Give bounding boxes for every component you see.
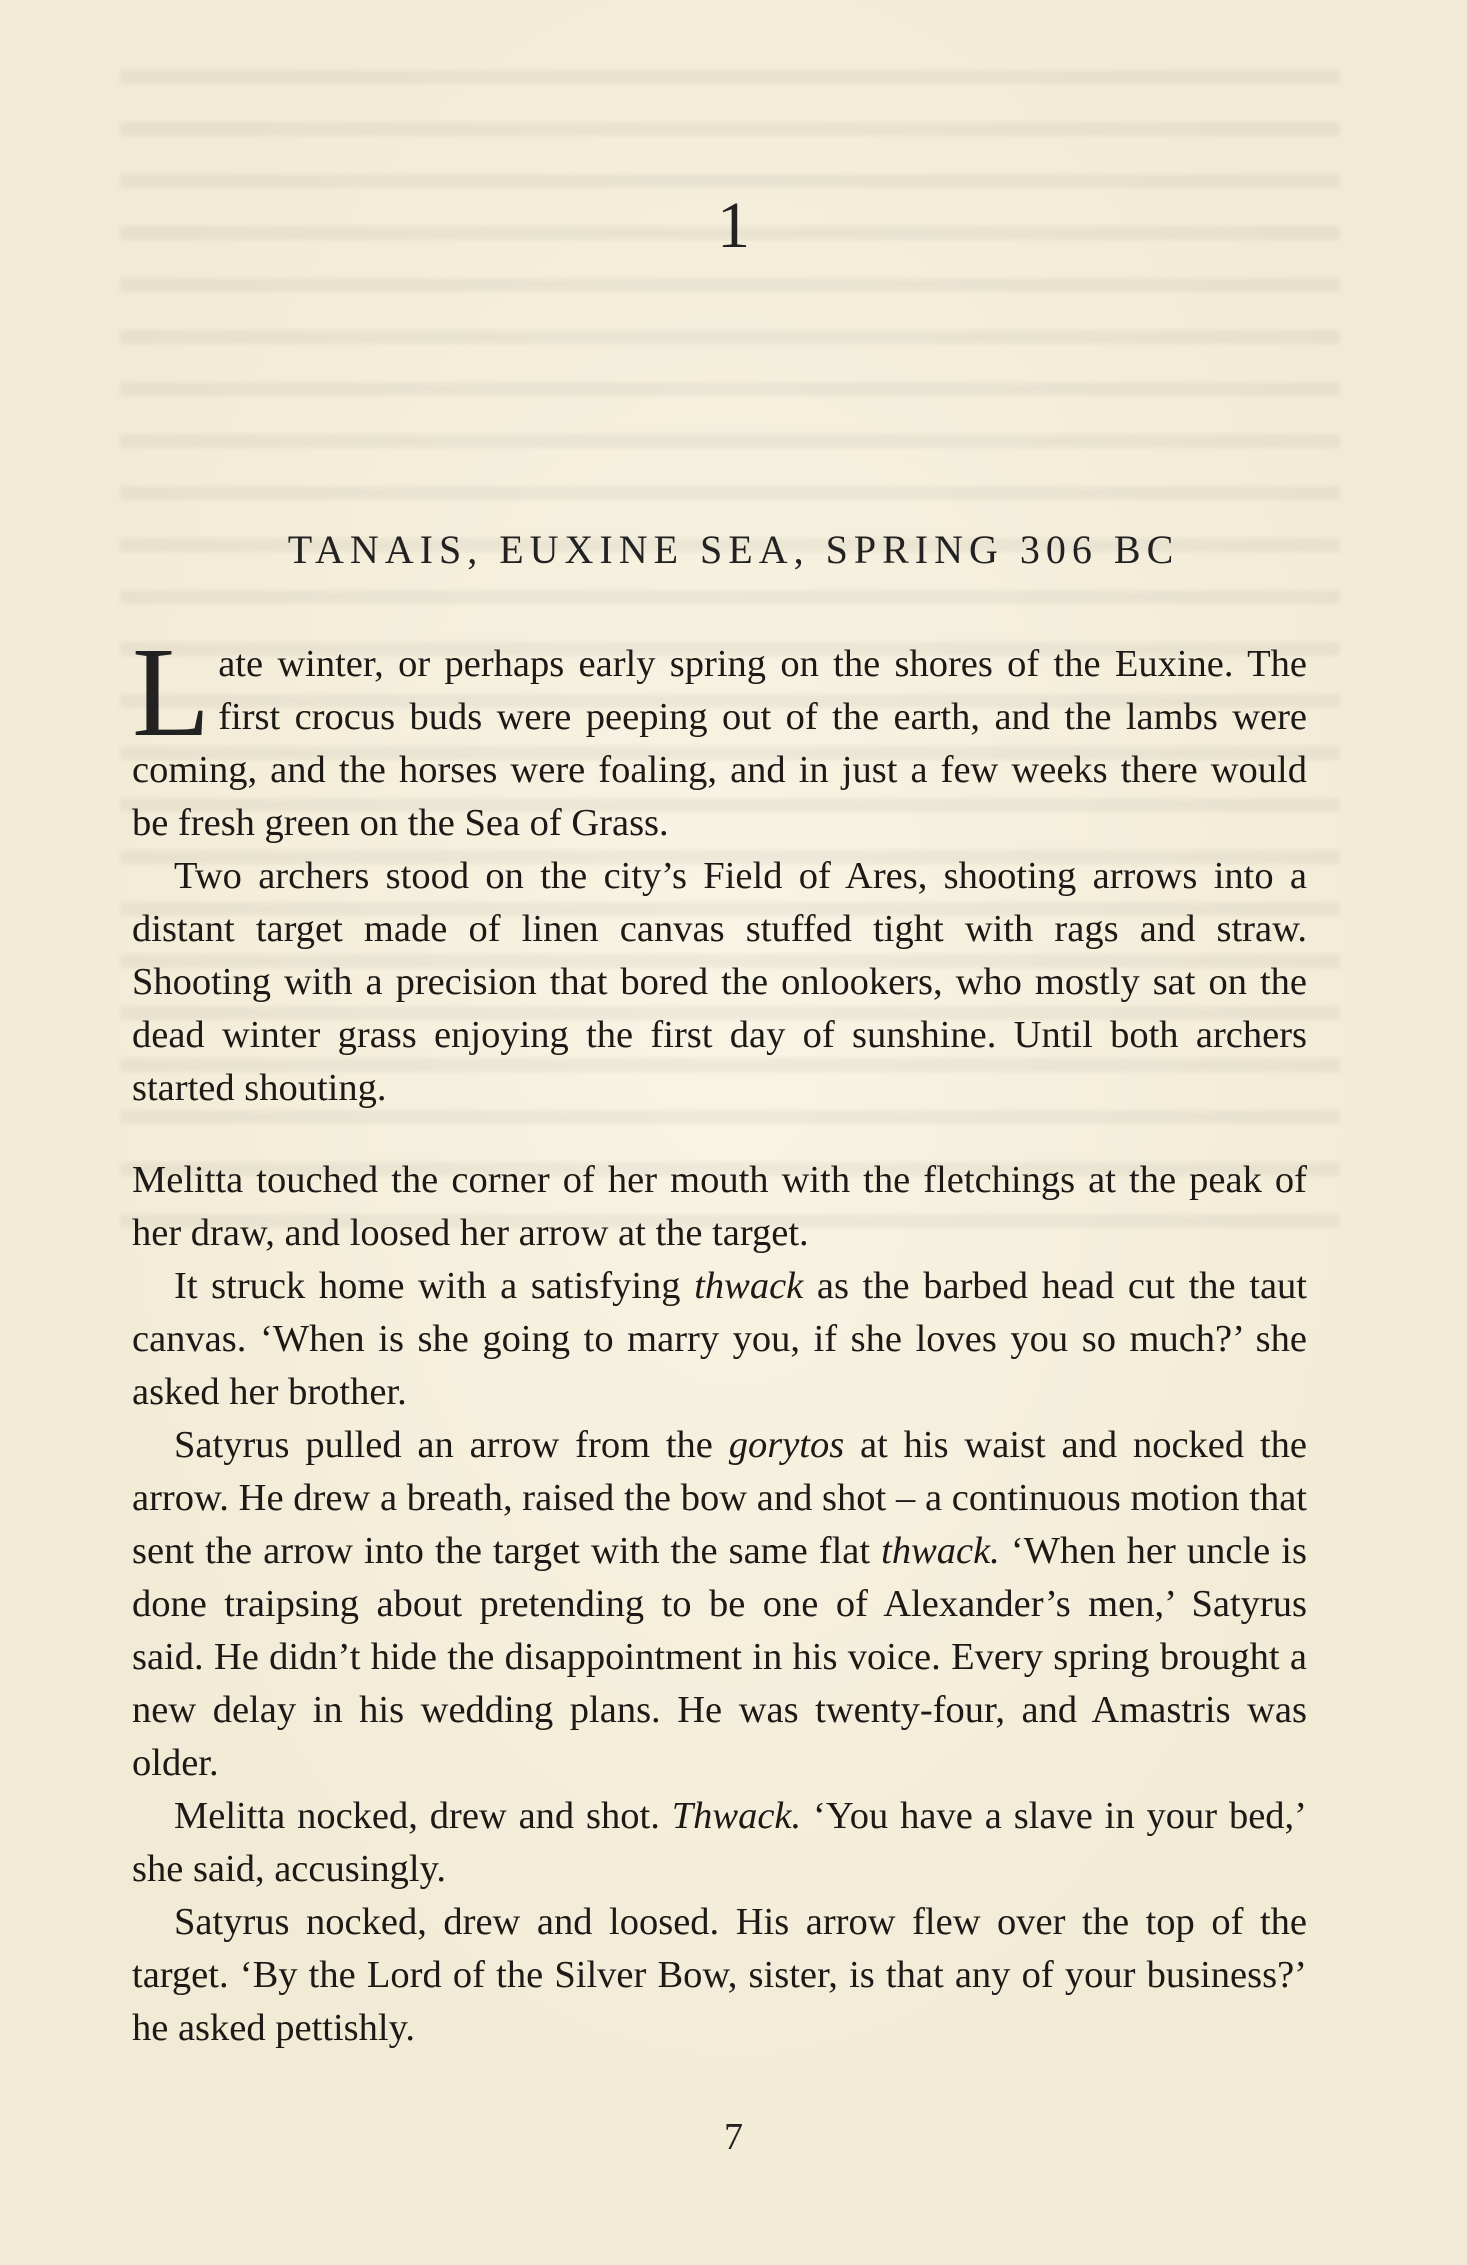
opening-paragraph (132, 621, 1307, 850)
text-run: It struck home with a satisfying (174, 1265, 695, 1307)
body-text-section-one (132, 621, 1307, 1115)
paragraph: Satyrus nocked, drew and loosed. His arrow flew over the top of the target. ‘By the Lord of the Silver Bow, sister, is that any of your business?’ he asked pettishly. (132, 1901, 1307, 2049)
italic-text: thwack. (881, 1530, 1000, 1572)
text-run: at his waist and nocked the arrow. He drew a breath, raised the bow and shot – a continuous motion that sent the arrow into the target with the same flat (132, 1424, 1307, 1572)
chapter-heading: TANAIS, EUXINE SEA, SPRING 306 BC (287, 527, 1180, 572)
paragraph (132, 1790, 1307, 1896)
text-run: Melitta nocked, drew and shot. (174, 1795, 672, 1837)
chapter-number: 1 (717, 189, 750, 262)
italic-text: gorytos (728, 1424, 845, 1466)
text-run: as the barbed head cut the taut canvas. ‘When is she going to marry you, if she loves you so much?’ she asked her brother. (132, 1265, 1307, 1413)
drop-cap: L (132, 621, 211, 763)
body-text-section-two (132, 1154, 1307, 2055)
page-number: 7 (724, 2116, 743, 2158)
text-run: ‘When her uncle is done traipsing about pretending to be one of Alexander’s men,’ Satyrus said. He didn’t hide the disappointment in his voice. Every spring brought a new delay in his wedding plans. He was twenty-four, and Amastris was older. (132, 1530, 1307, 1784)
paragraph: Two archers stood on the city’s Field of Ares, shooting arrows into a distant target made of linen canvas stuffed tight with rags and straw. Shooting with a precision that bored the onlookers, who mostly sat on the dead winter grass enjoying the first day of sunshine. Until both archers started shouting. (132, 855, 1307, 1109)
text-run: ‘You have a slave in your bed,’ she said, accusingly. (132, 1795, 1307, 1890)
opening-paragraph-text: ate winter, or perhaps early spring on the shores of the Euxine. The first crocus buds were peeping out of the earth, and the lambs were coming, and the horses were foaling, and in just a few weeks there would be fresh green on the Sea of Grass. (132, 643, 1307, 844)
paragraph (132, 1419, 1307, 1790)
text-run: Satyrus pulled an arrow from the (174, 1424, 729, 1466)
paragraph (132, 1260, 1307, 1419)
section-break-paragraph: Melitta touched the corner of her mouth with the fletchings at the peak of her draw, and loosed her arrow at the target. (132, 1159, 1307, 1254)
italic-text: thwack (694, 1265, 804, 1307)
italic-text: Thwack. (671, 1795, 802, 1837)
